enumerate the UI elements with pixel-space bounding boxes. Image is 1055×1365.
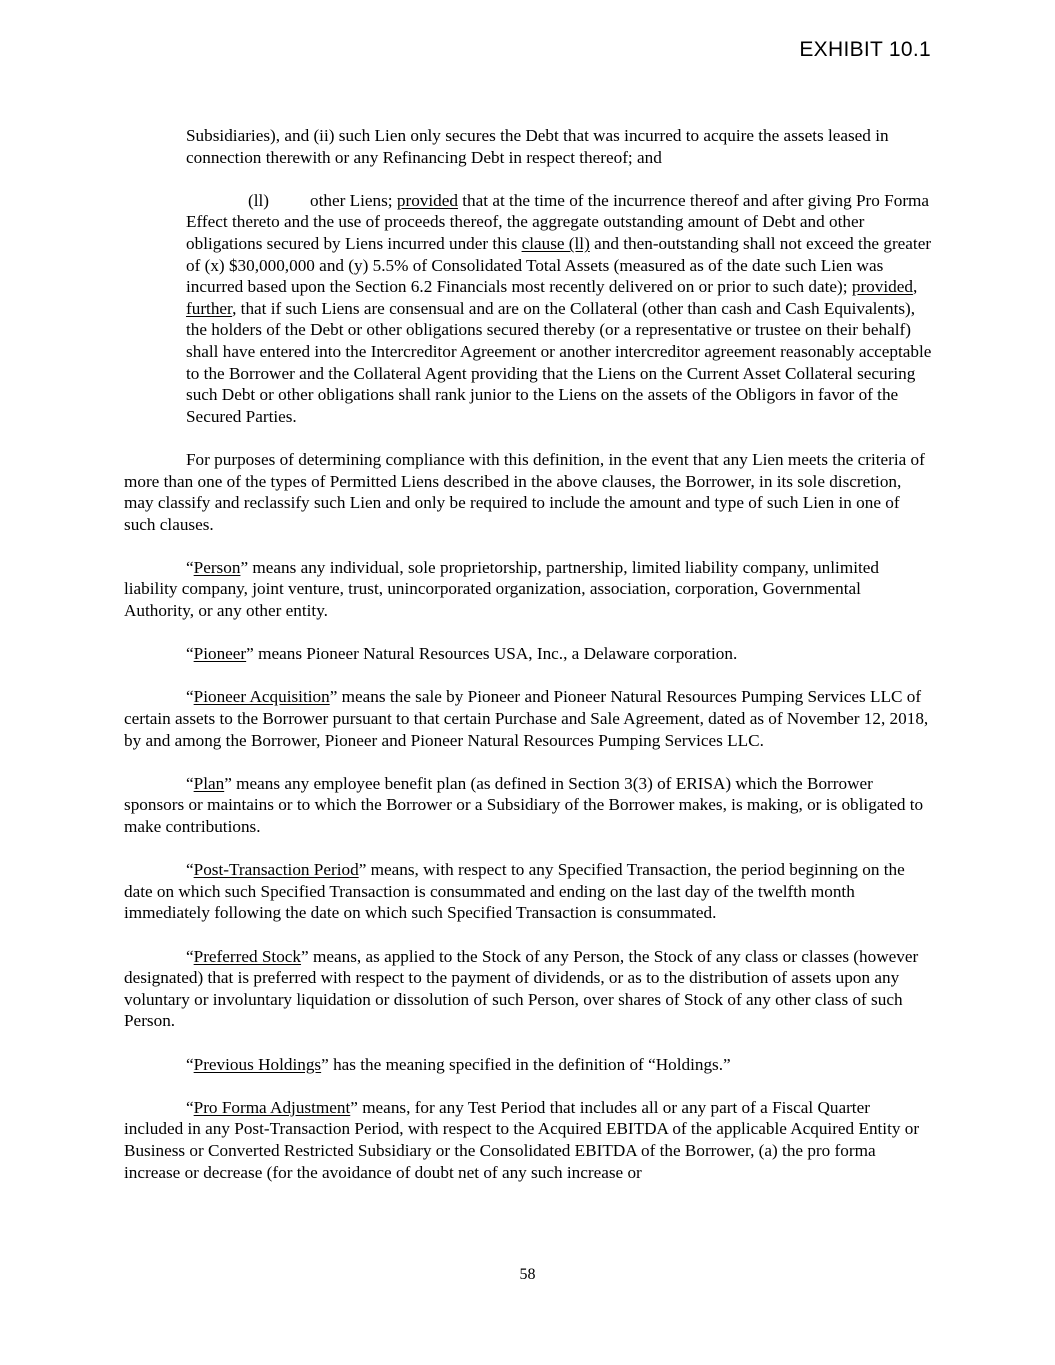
close-quote: ” (246, 644, 254, 664)
provided-term-2: provided (851, 277, 913, 297)
definition-body: means, as applied to the Stock of any Person, the Stock of any class or classes (however designated) that is preferred with respect to the payment of dividends, or as to the distribution of assets upon any voluntary or involuntary liquidation or dissolution of such Person, over shares of Stock of any other class of such Person. (124, 946, 919, 1031)
close-quote: ” (224, 773, 232, 793)
open-quote: “ (186, 860, 194, 880)
clause-ll-text: , (912, 277, 918, 297)
defined-term: Pioneer (193, 644, 247, 664)
open-quote: “ (186, 1054, 194, 1074)
definition-preferred-stock (124, 946, 932, 1032)
compliance-paragraph: For purposes of determining compliance with this definition, in the event that any Lien meets the criteria of more than one of the types of Permitted Liens described in the above clauses, the Borrower, in its sole discretion, may classify and reclassify such Lien and only be required to include the amount and type of such Lien in one of such clauses. (124, 449, 925, 534)
defined-term: Preferred Stock (193, 946, 302, 966)
clause-ll-text: other Liens; (310, 190, 397, 210)
definition-pro-forma-adjustment (124, 1097, 932, 1183)
definition-body: means the sale by Pioneer and Pioneer Natural Resources Pumping Services LLC of certain assets to the Borrower pursuant to that certain Purchase and Sale Agreement, dated as of November 12, 2018, by and among the Borrower, Pioneer and Pioneer Natural Resources Pumping Services LLC. (124, 687, 929, 750)
exhibit-label: EXHIBIT 10.1 (799, 38, 931, 61)
definition-pioneer (124, 643, 932, 665)
close-quote: ” (321, 1054, 329, 1074)
provided-term: provided (396, 190, 458, 210)
close-quote: ” (350, 1097, 358, 1117)
clause-ll-text: , that if such Liens are consensual and are on the Collateral (other than cash and Cash Equivalents), the holders of the Debt or other obligations secured thereby (or a representative or trustee on their behalf) shall have entered into the Intercreditor Agreement or another intercreditor agreement reasonably acceptable to the Borrower and the Collateral Agent providing that the Liens on the Current Asset Collateral securing such Debt or other obligations shall rank junior to the Liens on the assets of the Obligors in favor of the Secured Parties. (186, 298, 932, 426)
defined-term: Plan (193, 773, 225, 793)
clause-ll-paragraph (186, 190, 932, 428)
open-quote: “ (186, 644, 194, 664)
defined-term: Pro Forma Adjustment (193, 1097, 351, 1117)
definition-body: means, for any Test Period that includes all or any part of a Fiscal Quarter included in any Post-Transaction Period, with respect to the Acquired EBITDA of the applicable Acquired Entity or Business or Converted Restricted Subsidiary or the Consolidated EBITDA of the Borrower, (a) the pro forma increase or decrease (for the avoidance of doubt net of any such increase or (124, 1097, 920, 1182)
defined-term: Person (193, 557, 241, 577)
definition-body: means Pioneer Natural Resources USA, Inc., a Delaware corporation. (253, 644, 738, 664)
definition-body: means, with respect to any Specified Transaction, the period beginning on the date on which such Specified Transaction is consummated and ending on the last day of the twelfth month immediately following the date on which such Specified Transaction is consummated. (124, 860, 905, 923)
defined-term: Previous Holdings (193, 1054, 322, 1074)
definition-plan (124, 773, 932, 838)
close-quote: ” (240, 557, 249, 577)
clause-ll-text: and then-outstanding shall not exceed the greater of (x) $30,000,000 and (y) 5.5% of Consolidated Total Assets (measured as of the date such Lien was incurred based upon the Section 6.2 Financials most recently delivered on or prior to such date); (186, 233, 932, 297)
open-quote: “ (186, 1097, 194, 1117)
close-quote: ” (301, 946, 309, 966)
definition-body: has the meaning specified in the definition of “Holdings.” (328, 1054, 731, 1074)
clause-ll-marker: (ll) (248, 190, 269, 210)
continuation-paragraph: Subsidiaries), and (ii) such Lien only secures the Debt that was incurred to acquire the assets leased in connection therewith or any Refinancing Debt in respect thereof; and (186, 126, 889, 167)
clause-ll-reference: clause (ll) (521, 233, 590, 253)
page-number: 58 (519, 1266, 536, 1283)
definition-body: means any employee benefit plan (as defined in Section 3(3) of ERISA) which the Borrower sponsors or maintains or to which the Borrower or a Subsidiary of the Borrower makes, is making, or is obligated to make contributions. (124, 773, 924, 836)
definition-previous-holdings (124, 1054, 932, 1076)
defined-term: Pioneer Acquisition (193, 687, 330, 707)
open-quote: “ (186, 946, 194, 966)
open-quote: “ (186, 773, 194, 793)
close-quote: ” (358, 860, 367, 880)
definition-body: means any individual, sole proprietorship, partnership, limited liability company, unlimited liability company, joint venture, trust, unincorporated organization, association, corporation, Governmental Authority, or any other entity. (124, 557, 879, 621)
open-quote: “ (186, 687, 194, 707)
definition-post-transaction-period (124, 859, 932, 924)
close-quote: ” (329, 687, 338, 707)
defined-term: Post-Transaction Period (193, 860, 359, 880)
document-body (124, 125, 932, 1205)
definition-person (124, 557, 932, 622)
further-term: further (186, 298, 233, 318)
definition-pioneer-acquisition (124, 686, 932, 751)
clause-ll-text: that at the time of the incurrence thereof and after giving Pro Forma Effect thereto and the use of proceeds thereof, the aggregate outstanding amount of Debt and other obligations secured by Liens incurred under this (186, 190, 930, 253)
open-quote: “ (186, 557, 194, 577)
